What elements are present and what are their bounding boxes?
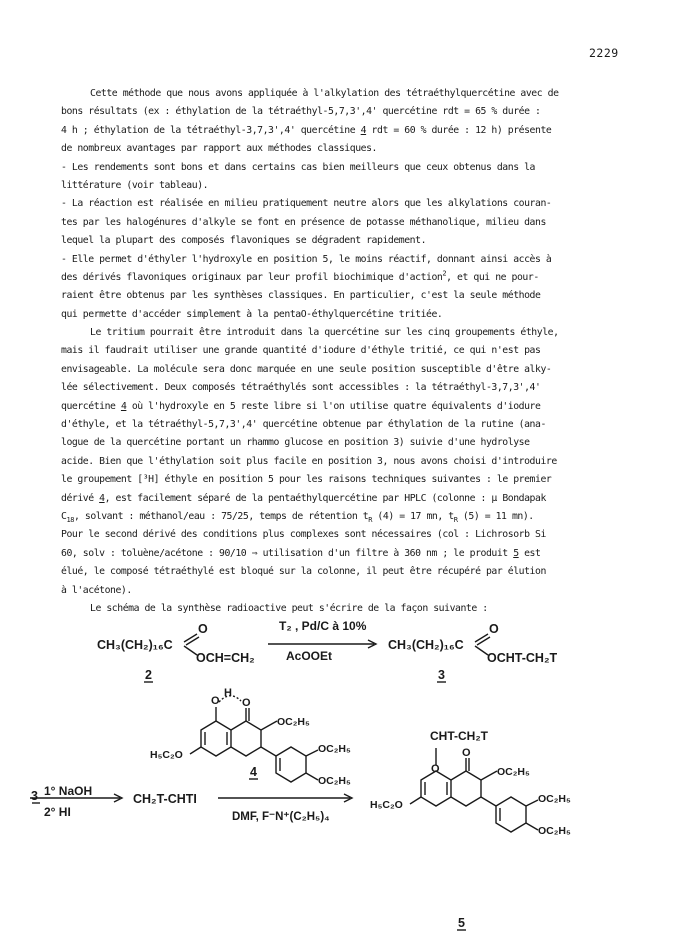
text-span: (4) = 17 mn, t bbox=[371, 510, 454, 522]
text-span: , solvant : méthanol/eau : 75/25, temps de rétention t bbox=[73, 510, 369, 522]
bond bbox=[410, 797, 421, 804]
tritiated-ethyl-iodide: CH₂T-CHTI bbox=[133, 792, 197, 806]
carbonyl-bond bbox=[475, 634, 488, 642]
bond bbox=[190, 747, 201, 754]
step-start-3: 3 bbox=[31, 789, 38, 803]
product-ester-group: OCHT-CH₂T bbox=[487, 651, 558, 665]
oxygen-atom: O bbox=[489, 622, 499, 636]
text-span: C bbox=[61, 510, 67, 522]
oxygen-atom: O bbox=[462, 747, 471, 759]
text-line: acide. Bien que l'éthylation soit plus facile en position 3, nous avons choisi d'introduire bbox=[61, 455, 557, 467]
text-line bbox=[61, 490, 621, 508]
isotope-bracket: [³H] bbox=[137, 474, 160, 486]
text-line: tes par les halogénures d'alkyle se font en présence de potasse méthanolique, milieu dans bbox=[61, 216, 546, 228]
text-span: quercétine bbox=[61, 400, 121, 412]
text-line: Cette méthode que nous avons appliquée à l'alkylation des tétraéthylquercétine avec de bbox=[90, 88, 559, 99]
text-line: mais il faudrait utiliser une grande quantité d'iodure d'éthyle tritié, ce qui n'est pas bbox=[61, 345, 541, 357]
text-line: raient être obtenus par les synthèses classiques. En particulier, c'est la seule méthode bbox=[61, 290, 541, 302]
text-span: éthyle en position 5 pour les raisons techniques suivantes : le premier bbox=[159, 474, 552, 486]
text-line bbox=[61, 471, 621, 489]
ethoxy-group: OC₂H₅ bbox=[538, 825, 571, 837]
text-line: de nombreux avantages par rapport aux méthodes classiques. bbox=[61, 143, 377, 155]
oxygen-atom: O bbox=[211, 695, 220, 707]
ethoxy-group: OC₂H₅ bbox=[318, 743, 351, 755]
reagent-catalyst: T₂ , Pd/C à 10% bbox=[279, 619, 367, 633]
bond bbox=[261, 721, 277, 730]
compound-label-4: 4 bbox=[250, 765, 257, 779]
compound-ref: 5 bbox=[513, 547, 519, 559]
text-span: dérivé bbox=[61, 492, 100, 504]
compound-label-3: 3 bbox=[438, 668, 445, 682]
ethoxy-group: OC₂H₅ bbox=[538, 793, 571, 805]
text-span: 4 h ; éthylation de la tétraéthyl-3,7,3',4' quercétine bbox=[61, 124, 361, 136]
bond bbox=[526, 800, 538, 806]
text-line bbox=[61, 508, 621, 526]
text-span: 60, solv : toluène/acétone : 90/10 ⇒ utilisation d'un filtre à 360 nm ; le produit bbox=[61, 547, 514, 559]
subscript: 18 bbox=[66, 515, 74, 524]
ethoxy-group: H₅C₂O bbox=[150, 749, 183, 761]
body-text bbox=[61, 85, 621, 618]
synthesis-scheme bbox=[0, 600, 680, 933]
compound-ref: 4 bbox=[120, 400, 127, 412]
reference-superscript: 2 bbox=[442, 269, 447, 278]
text-line: lée sélectivement. Deux composés tétraéthylés sont accessibles : la tétraéthyl-3,7,3',4' bbox=[61, 382, 541, 394]
text-line: - Les rendements sont bons et dans certains cas bien meilleurs que ceux obtenus dans la bbox=[61, 161, 535, 173]
text-span: , et qui ne pour- bbox=[446, 271, 539, 283]
ethoxy-group: OC₂H₅ bbox=[497, 766, 530, 778]
reagent-solvent: AcOOEt bbox=[286, 649, 333, 663]
text-line: Pour le second dérivé des conditions plus complexes sont nécessaires (col : Lichrosorb Si bbox=[61, 529, 546, 541]
ethoxy-group: OC₂H₅ bbox=[277, 716, 310, 728]
page-number: 2229 bbox=[589, 46, 619, 60]
text-span: des dérivés flavoniques originaux par leur profil biochimique d'action bbox=[61, 271, 443, 283]
oxygen-atom: O bbox=[242, 697, 251, 709]
compound-ref: 4 bbox=[360, 124, 367, 136]
text-span: est bbox=[518, 547, 541, 559]
text-span: rdt = 60 % durée : 12 h) présente bbox=[366, 124, 552, 136]
oxygen-atom: O bbox=[431, 763, 440, 775]
bond bbox=[306, 773, 318, 780]
ethoxy-group: H₅C₂O bbox=[370, 799, 403, 811]
text-span: où l'hydroxyle en 5 reste libre si l'on utilise quatre équivalents d'iodure bbox=[126, 400, 541, 412]
ethoxy-group: OC₂H₅ bbox=[318, 775, 351, 787]
text-line: lequel la plupart des composés flavoniques se dégradent rapidement. bbox=[61, 235, 427, 247]
text-line: envisageable. La molécule sera donc marquée en une seule position susceptible d'être alky- bbox=[61, 363, 552, 375]
bond bbox=[526, 823, 538, 830]
bond bbox=[261, 747, 276, 756]
bond bbox=[306, 750, 318, 756]
subscript: R bbox=[453, 515, 458, 524]
text-line: d'éthyle, et la tétraéthyl-5,7,3',4' quercétine obtenue par éthylation de la rutine (ana- bbox=[61, 419, 546, 431]
text-line: Le schéma de la synthèse radioactive peut s'écrire de la façon suivante : bbox=[90, 602, 488, 614]
bond bbox=[481, 797, 496, 806]
reactant-ester-group: OCH=CH₂ bbox=[196, 651, 255, 665]
product-3: CH₃(CH₂)₁₆C bbox=[388, 638, 464, 652]
oxygen-atom: O bbox=[198, 622, 208, 636]
text-line: élué, le composé tétraéthylé est bloqué sur la colonne, il peut être récupéré par élution bbox=[61, 566, 546, 578]
text-line: à l'acétone). bbox=[61, 584, 132, 596]
compound-label-2: 2 bbox=[145, 668, 152, 682]
text-line: logue de la quercétine portant un rhammo glucose en position 3) suivie d'une hydrolyse bbox=[61, 437, 530, 449]
tritiated-ethyl-group: CHT-CH₂T bbox=[430, 729, 488, 743]
compound-label-5: 5 bbox=[458, 916, 465, 930]
text-span: le groupement bbox=[61, 474, 138, 486]
ring-c bbox=[451, 771, 481, 806]
bond bbox=[481, 771, 497, 780]
text-line bbox=[61, 545, 621, 563]
ring-c bbox=[231, 721, 261, 756]
text-line bbox=[61, 269, 621, 287]
hydrogen-atom: H bbox=[224, 687, 232, 699]
text-line: bons résultats (ex : éthylation de la tétraéthyl-5,7,3',4' quercétine rdt = 65 % durée : bbox=[61, 106, 541, 118]
compound-ref: 4 bbox=[99, 492, 105, 504]
text-line: - La réaction est réalisée en milieu pratiquement neutre alors que les alkylations couran- bbox=[61, 198, 552, 210]
subscript: R bbox=[368, 515, 372, 524]
carbonyl-bond bbox=[184, 634, 197, 642]
text-line: Le tritium pourrait être introduit dans la quercétine sur les cinq groupements éthyle, bbox=[90, 327, 559, 339]
text-span: , est facilement séparé de la pentaéthylquercétine par HPLC (colonne : μ Bondapak bbox=[104, 492, 546, 504]
carbonyl-bond bbox=[477, 637, 490, 645]
text-span: (5) = 11 mn). bbox=[457, 510, 534, 522]
text-line: - Elle permet d'éthyler l'hydroxyle en position 5, le moins réactif, donnant ainsi accès à bbox=[61, 253, 552, 265]
reagent-naoh: 1° NaOH bbox=[44, 784, 93, 798]
text-line bbox=[61, 122, 621, 140]
carbonyl-bond bbox=[186, 637, 199, 645]
text-line: littérature (voir tableau). bbox=[61, 179, 209, 191]
reactant-2: CH₃(CH₂)₁₆C bbox=[97, 638, 173, 652]
reagent-hi: 2° HI bbox=[44, 805, 71, 819]
reagent-dmf-fluoride: DMF, F⁻N⁺(C₂H₅)₄ bbox=[232, 811, 330, 823]
text-line: qui permette d'accéder simplement à la pentaO-éthylquercétine tritiée. bbox=[61, 308, 443, 320]
text-line bbox=[61, 398, 621, 416]
